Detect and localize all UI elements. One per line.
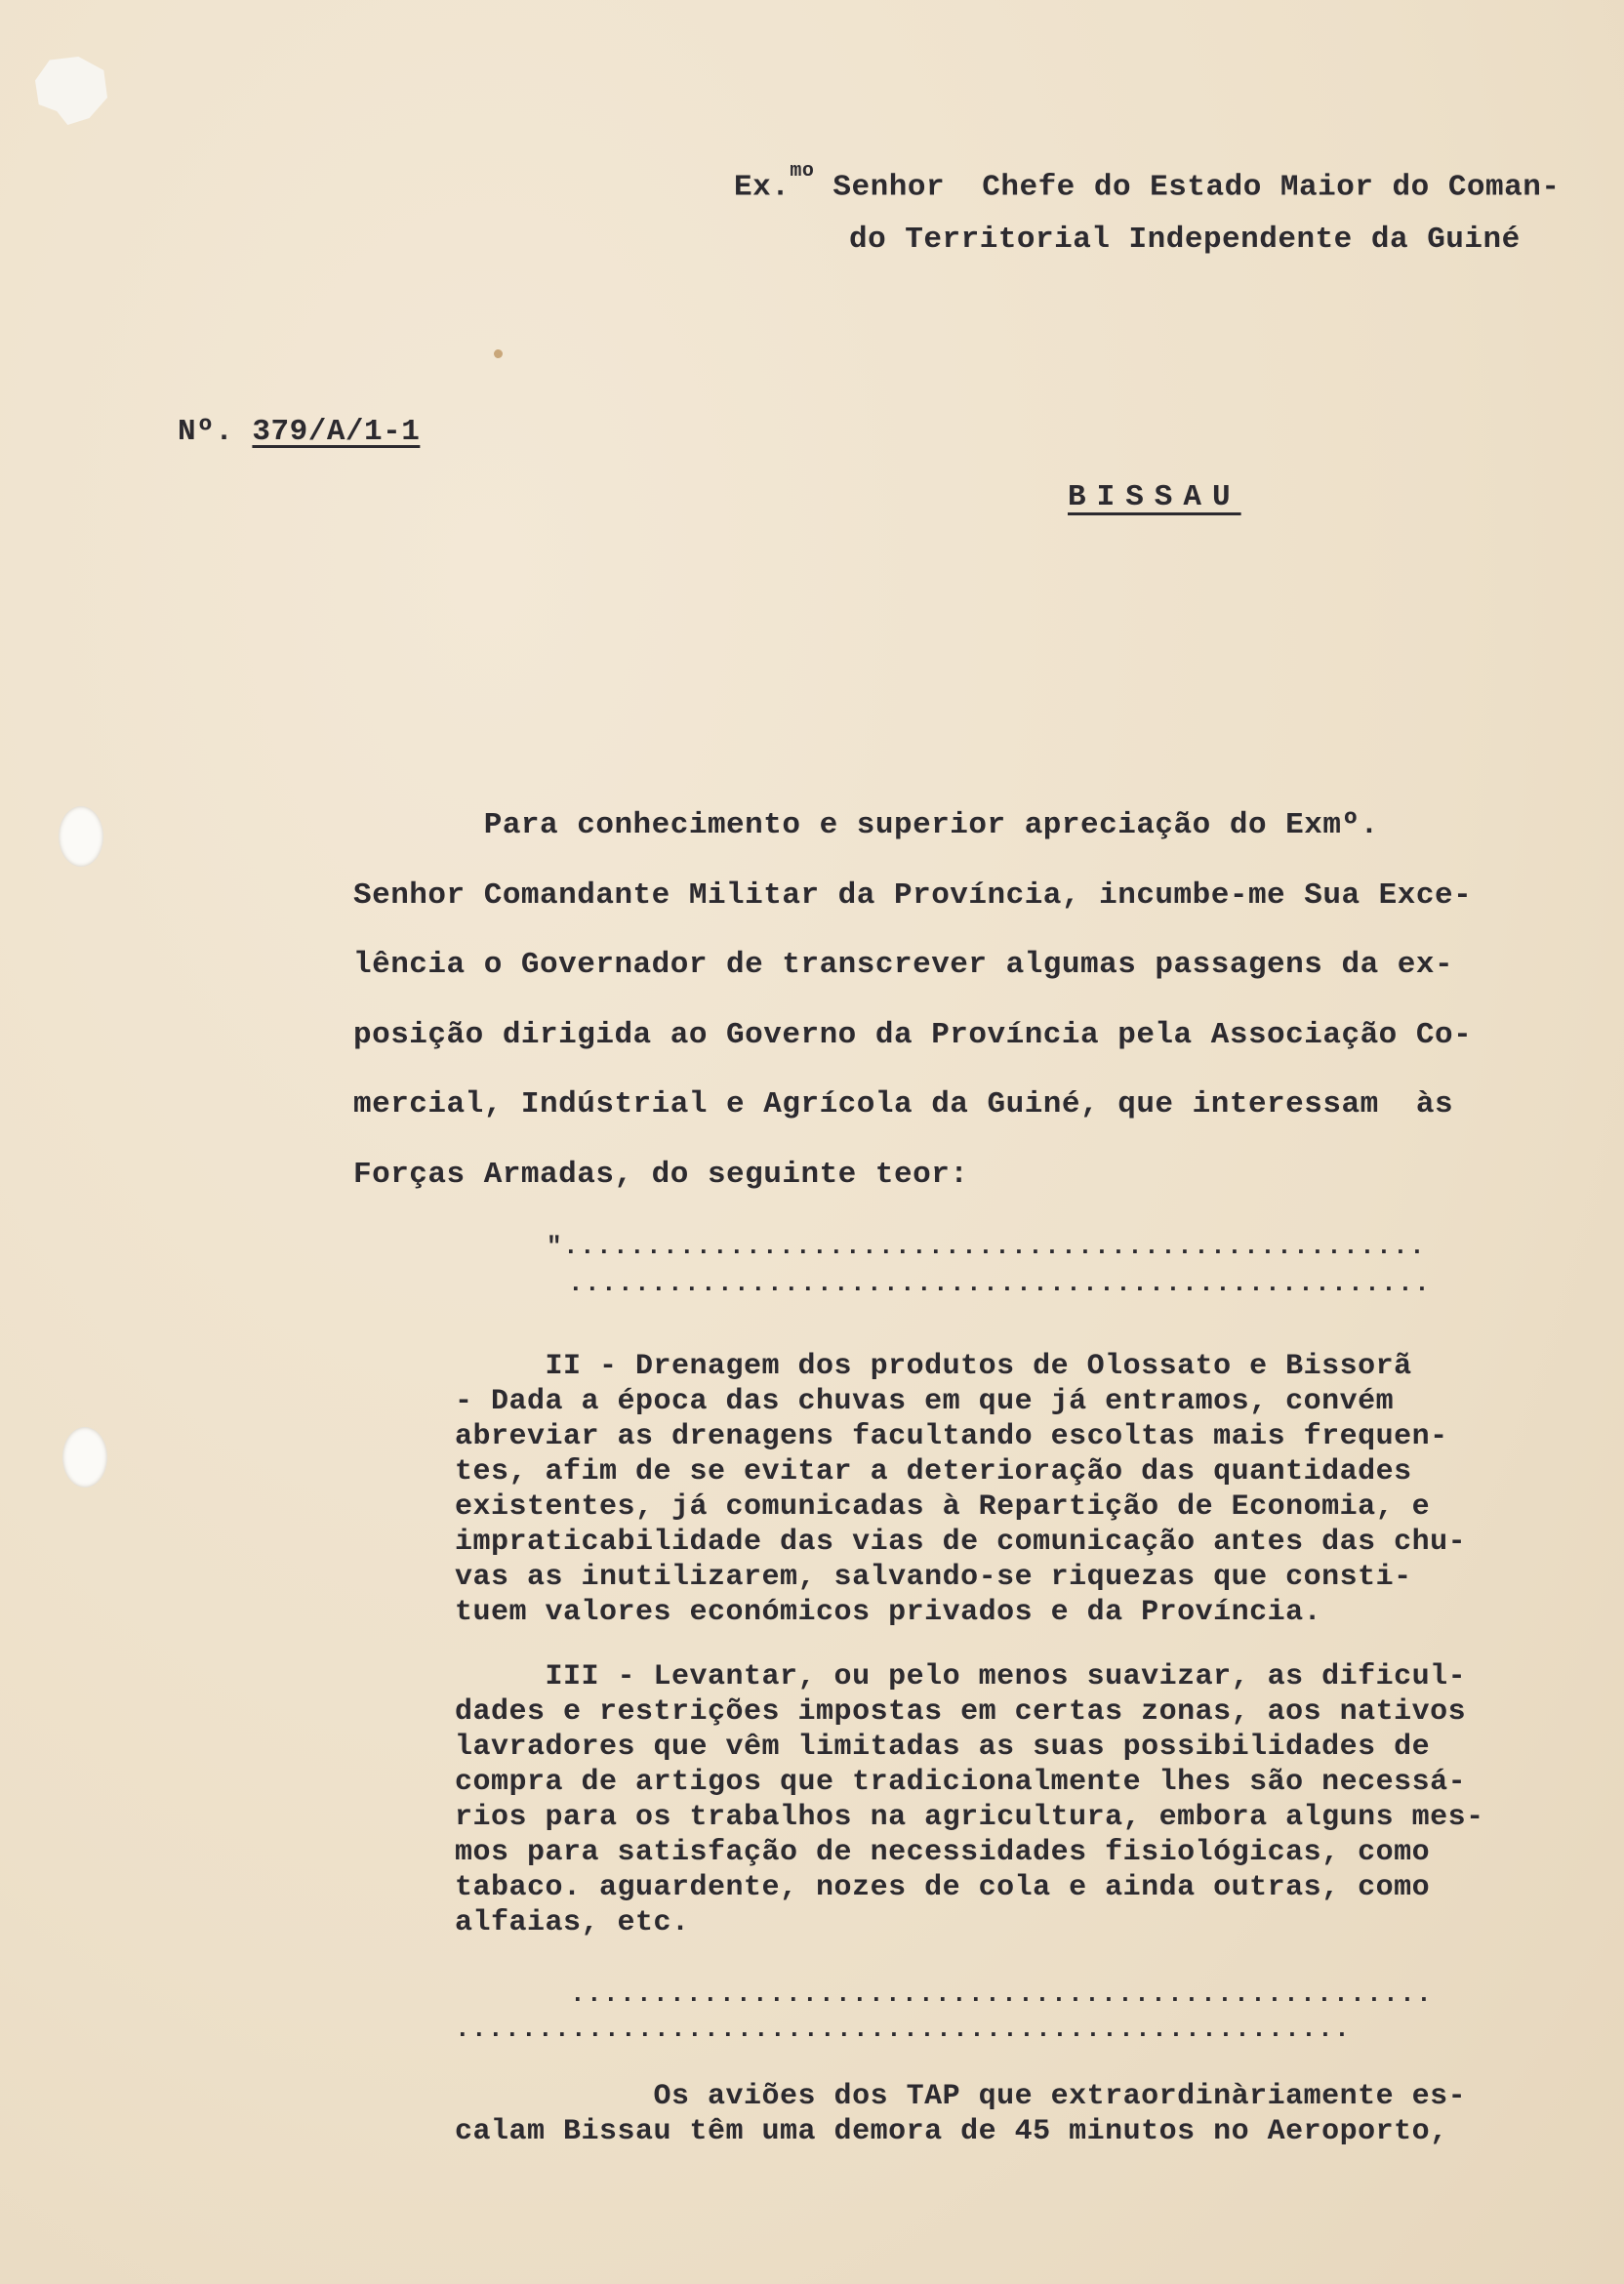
final-paragraph: Os aviões dos TAP que extraordinàriamente es- calam Bissau têm uma demora de 45 minutos no Aeroporto, <box>455 2080 1467 2148</box>
addressee-line-2: do Territorial Independente da Guiné <box>849 223 1521 257</box>
intro-paragraph: Para conhecimento e superior apreciação do Exmº. Senhor Comandante Militar da Província, incumbe-me Sua Exce- lência o Governador de transcrever algumas passagens da ex- posição dirigida ao Governo da Província pela Associação Co- mercial, Indústrial e Agrícola da Guiné, que interessam às Forças Armadas, do seguinte teor: <box>353 808 1473 1192</box>
torn-corner <box>35 57 107 125</box>
addressee-line-1: Ex.$^{mo}$ Senhor Chefe do Estado Maior do Coman- <box>734 160 1561 205</box>
ellipsis-line-2: .................................................... <box>568 1269 1432 1298</box>
punch-hole-upper <box>59 806 103 867</box>
ellipsis-line-1: ".................................................... <box>547 1232 1427 1261</box>
punch-hole-lower <box>62 1427 107 1488</box>
quote-section-iii: III - Levantar, ou pelo menos suavizar, as dificul- dades e restrições impostas em certas zonas, aos nativos lavradores que vêm limitadas as suas possibilidades de compra de artigos que tradicionalmente lhes são necessá- rios para os trabalhos na agricultura, embora alguns mes- mos para satisfação de necessidades fisiológicas, como tabaco. aguardente, nozes de cola e ainda outras, como alfaias, etc. <box>455 1660 1484 1939</box>
reference-number: Nº. 379/A/1-1 <box>178 415 421 449</box>
place-heading: BISSAU <box>1068 480 1241 514</box>
ellipsis-line-3: .................................................... <box>570 1979 1434 2009</box>
quote-section-ii: II - Drenagem dos produtos de Olossato e Bissorã - Dada a época das chuvas em que já entramos, convém abreviar as drenagens facultando escoltas mais frequen- tes, afim de se evitar a deterioração das quantidades existentes, já comunicadas à Repartição de Economia, e impraticabilidade das vias de comunicação antes das chu- vas as inutilizarem, salvando-se riquezas que consti- tuem valores económicos privados e da Província. <box>455 1350 1467 1629</box>
ink-stain <box>494 349 503 358</box>
ellipsis-line-4: ...................................................... <box>455 2015 1352 2044</box>
